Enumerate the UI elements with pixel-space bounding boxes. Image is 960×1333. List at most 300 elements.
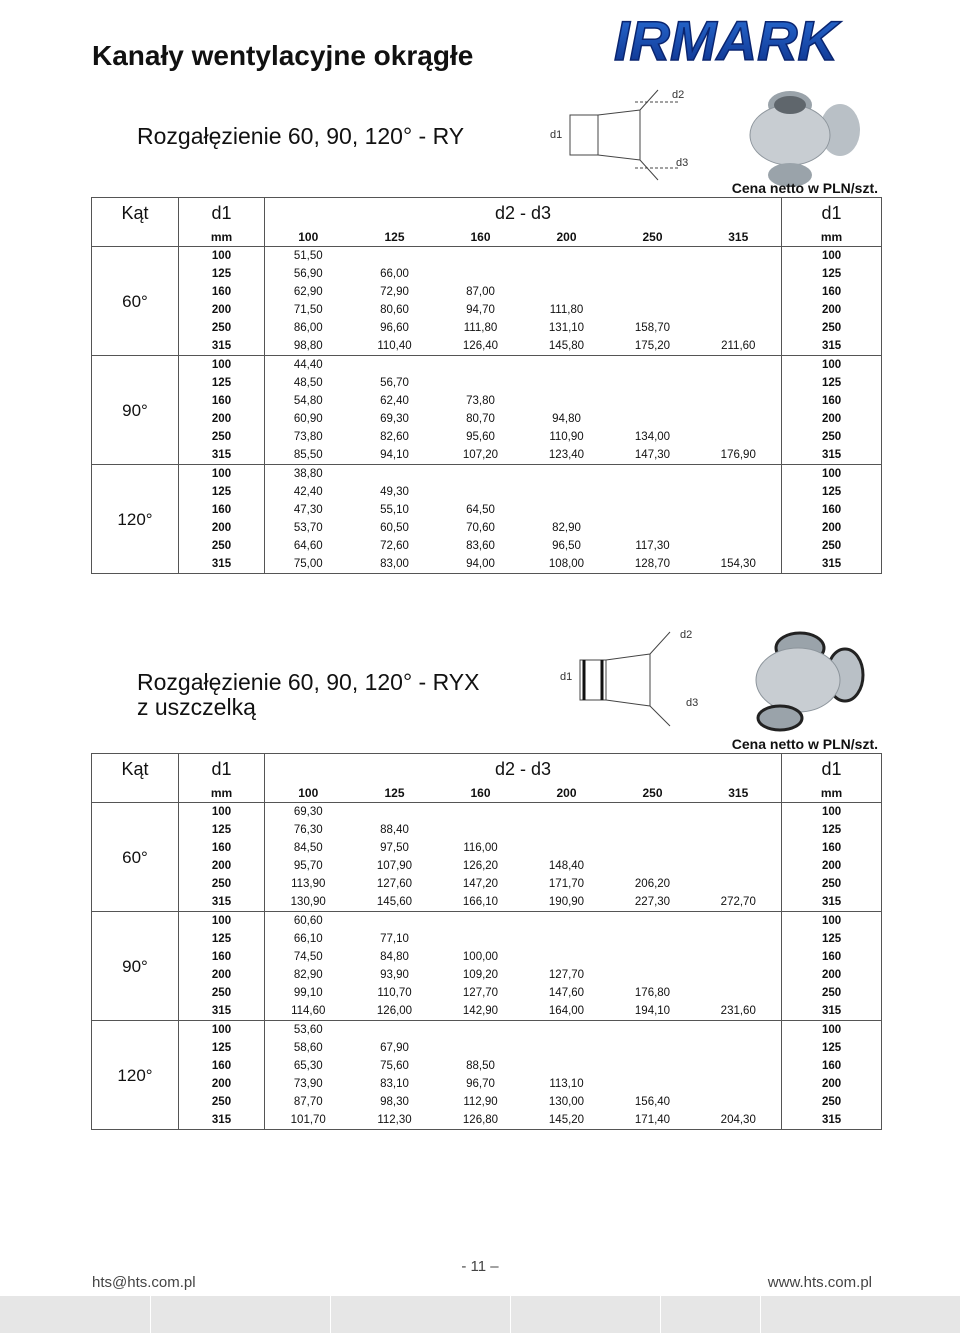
footer-band-segment [330,1296,511,1333]
price-cell: 227,30 [610,893,696,912]
table-row [92,446,882,465]
price-cell [438,356,524,375]
price-cell: 315 [179,1111,265,1130]
price-cell: 95,70 [293,859,323,872]
price-cell [438,483,524,501]
section2-title-line1: Rozgałęzienie 60, 90, 120° - RYX [137,669,480,695]
unit-header: 315 [696,228,782,247]
price-cell [524,930,610,948]
table-row [92,337,882,356]
price-cell [696,1093,782,1111]
price-cell: 65,30 [293,1059,323,1072]
page-title: Kanały wentylacyjne okrągłe [92,40,474,71]
price-cell: 100 [782,1021,882,1040]
price-cell: 126,80 [438,1111,524,1130]
price-cell: 250 [179,984,265,1002]
price-cell: 200 [782,857,882,875]
price-cell: 250 [782,1093,882,1111]
header-d1: d1 [179,754,265,785]
price-cell: 145,60 [352,893,438,912]
price-cell: 315 [782,893,882,912]
table-row [92,803,882,822]
footer-band-segment [510,1296,661,1333]
section2-price-table [91,753,882,1130]
price-cell: 60,90 [293,412,323,425]
price-cell: 100 [782,247,882,266]
price-cell: 76,30 [293,823,323,836]
price-cell: 160 [179,283,265,301]
unit-header: 125 [352,228,438,247]
price-cell: 110,40 [352,337,438,356]
price-cell: 100 [782,912,882,931]
price-cell [696,1021,782,1040]
price-cell: 83,60 [466,539,495,552]
table-row [92,392,882,410]
price-cell [696,265,782,283]
price-cell: 101,70 [265,1111,352,1130]
price-cell: 60,50 [380,521,409,534]
price-cell [610,1075,696,1093]
price-cell: 100 [782,803,882,822]
price-cell: 145,80 [524,337,610,356]
price-cell [438,374,524,392]
header-kat: Kąt [92,754,179,785]
price-cell: 171,40 [610,1111,696,1130]
price-cell: 96,60 [380,321,409,334]
price-cell [696,501,782,519]
price-cell [610,392,696,410]
unit-header: 160 [438,228,524,247]
price-cell: 80,70 [466,412,495,425]
price-cell: 250 [782,537,882,555]
price-cell: 100 [179,465,265,484]
ryx-product-diagram [540,620,880,735]
table-row [92,410,882,428]
price-cell: 108,00 [524,555,610,574]
price-cell: 160 [782,1057,882,1075]
price-cell: 272,70 [696,893,782,912]
price-cell: 127,70 [548,968,585,981]
price-cell [696,875,782,893]
table-row [92,465,882,484]
price-cell: 125 [179,821,265,839]
price-cell: 82,90 [293,968,323,981]
price-cell: 250 [782,319,882,337]
svg-text:IRMARK: IRMARK [614,10,838,70]
price-cell: 73,80 [466,394,495,407]
unit-header: 250 [610,228,696,247]
angle-cell: 120° [92,1021,179,1130]
table-row [92,555,882,574]
price-cell: 100 [179,356,265,375]
price-cell: 73,80 [293,430,323,443]
price-cell: 117,30 [635,539,670,552]
price-cell: 194,10 [610,1002,696,1021]
price-cell: 147,20 [462,877,499,890]
price-cell: 85,50 [265,446,352,465]
price-cell: 126,00 [352,1002,438,1021]
price-cell: 160 [179,392,265,410]
unit-header: 125 [352,784,438,803]
price-cell: 147,60 [548,986,585,999]
price-cell: 125 [179,483,265,501]
page-number: - 11 – [461,1258,499,1275]
price-cell: 160 [782,283,882,301]
unit-header: mm [179,228,265,247]
section2-title-line2: z uszczelką [137,694,256,720]
price-cell: 84,80 [380,950,409,963]
svg-text:d1: d1 [560,671,573,683]
price-cell: 69,30 [380,412,409,425]
price-cell: 113,10 [549,1077,584,1090]
price-cell: 100 [782,465,882,484]
price-cell: 160 [782,839,882,857]
price-cell [610,821,696,839]
price-cell [696,374,782,392]
price-cell: 94,00 [438,555,524,574]
table-row [92,893,882,912]
price-cell [352,247,438,266]
svg-text:d3: d3 [686,697,699,709]
price-cell: 56,70 [380,376,409,389]
price-cell: 47,30 [293,503,323,516]
price-cell: 60,60 [265,912,352,931]
angle-cell: 120° [92,465,179,574]
price-cell: 70,60 [466,521,495,534]
price-cell: 111,80 [463,321,498,334]
price-cell: 100 [179,912,265,931]
price-cell [696,930,782,948]
price-cell [696,984,782,1002]
price-cell: 125 [179,265,265,283]
price-cell: 62,90 [293,285,323,298]
price-cell [438,912,524,931]
price-cell: 200 [179,519,265,537]
price-cell: 110,90 [549,430,584,443]
price-cell [524,1021,610,1040]
price-cell: 160 [782,501,882,519]
price-cell [696,1057,782,1075]
price-cell: 84,50 [293,841,323,854]
price-cell: 145,20 [524,1111,610,1130]
footer-band-segment [0,1296,151,1333]
price-cell: 315 [782,1002,882,1021]
table-row [92,912,882,931]
price-cell [696,966,782,984]
price-cell: 250 [782,875,882,893]
price-cell [696,483,782,501]
price-cell [610,930,696,948]
section1-title: Rozgałęzienie 60, 90, 120° - RY [137,123,465,149]
price-cell: 200 [782,966,882,984]
price-cell: 148,40 [548,859,585,872]
section1-price-table [91,197,882,574]
price-cell [610,356,696,375]
price-cell: 100 [782,356,882,375]
table-row [92,283,882,301]
price-cell: 134,00 [634,430,671,443]
price-cell [524,265,610,283]
price-cell: 64,50 [466,503,495,516]
table-row [92,984,882,1002]
price-cell: 123,40 [524,446,610,465]
price-cell [610,483,696,501]
price-cell: 86,00 [293,321,323,334]
price-cell: 87,00 [466,285,495,298]
price-cell [696,428,782,446]
price-cell: 142,90 [438,1002,524,1021]
price-cell: 73,90 [293,1077,323,1090]
price-cell: 72,90 [380,285,409,298]
price-cell: 125 [179,930,265,948]
price-cell [524,356,610,375]
price-cell [696,247,782,266]
price-cell [610,283,696,301]
price-cell: 55,10 [380,503,409,516]
svg-text:d3: d3 [676,157,689,169]
price-cell: 250 [179,875,265,893]
price-cell [524,247,610,266]
table-row [92,247,882,266]
price-cell [610,803,696,822]
footer-email[interactable]: hts@hts.com.pl [92,1274,196,1291]
angle-cell: 60° [92,247,179,356]
price-cell: 125 [782,1039,882,1057]
price-cell: 315 [179,893,265,912]
price-cell: 75,00 [265,555,352,574]
price-cell: 82,90 [552,521,581,534]
table-row [92,356,882,375]
price-cell [696,857,782,875]
price-cell [696,410,782,428]
table-row [92,301,882,319]
price-cell: 315 [782,1111,882,1130]
price-cell: 315 [179,555,265,574]
price-cell [352,356,438,375]
price-cell: 125 [782,821,882,839]
price-cell: 99,10 [293,986,323,999]
angle-cell: 90° [92,356,179,465]
price-cell: 53,60 [265,1021,352,1040]
table-row [92,948,882,966]
price-cell: 126,20 [462,859,499,872]
price-cell: 125 [782,265,882,283]
price-cell [610,1057,696,1075]
price-cell: 160 [179,948,265,966]
price-cell: 250 [179,428,265,446]
price-cell: 49,30 [380,485,409,498]
price-cell: 109,20 [462,968,499,981]
svg-text:d2: d2 [680,629,693,641]
price-cell: 131,10 [548,321,585,334]
price-cell: 200 [782,1075,882,1093]
price-cell: 156,40 [634,1095,671,1108]
price-cell: 42,40 [293,485,323,498]
price-cell: 53,70 [293,521,323,534]
section2-price-note: Cena netto w PLN/szt. [731,736,878,752]
price-cell [438,247,524,266]
price-cell: 130,90 [265,893,352,912]
price-cell: 113,90 [291,877,326,890]
price-cell [610,301,696,319]
price-cell [696,803,782,822]
header-d2-d3: d2 - d3 [265,198,782,229]
price-cell [696,519,782,537]
price-cell: 250 [782,428,882,446]
price-cell: 125 [782,374,882,392]
price-cell: 315 [179,1002,265,1021]
unit-header: mm [782,228,882,247]
price-cell [352,465,438,484]
price-cell: 66,10 [293,932,323,945]
table-row [92,265,882,283]
price-cell: 160 [179,501,265,519]
footer-band-segment [660,1296,761,1333]
price-cell: 88,50 [466,1059,495,1072]
price-cell: 171,70 [548,877,585,890]
price-cell [438,1021,524,1040]
price-cell: 127,60 [376,877,413,890]
price-cell: 100 [179,1021,265,1040]
price-cell [524,374,610,392]
table-row [92,1057,882,1075]
table-row [92,519,882,537]
price-cell: 88,40 [380,823,409,836]
price-cell [524,1057,610,1075]
price-cell: 44,40 [265,356,352,375]
table-row [92,1021,882,1040]
price-cell [524,283,610,301]
price-cell: 211,60 [696,337,782,356]
table-row [92,428,882,446]
price-cell [438,1039,524,1057]
header-d1: d1 [179,198,265,229]
unit-header: 315 [696,784,782,803]
footer-website[interactable]: www.hts.com.pl [767,1274,872,1291]
price-cell: 125 [179,374,265,392]
price-cell [524,948,610,966]
price-cell: 97,50 [380,841,409,854]
price-cell [610,1021,696,1040]
price-cell [610,948,696,966]
table-row [92,374,882,392]
price-cell: 190,90 [524,893,610,912]
price-cell [352,1021,438,1040]
price-cell [610,519,696,537]
price-cell: 72,60 [380,539,409,552]
table-row [92,821,882,839]
price-cell [352,803,438,822]
price-cell: 315 [782,555,882,574]
price-cell: 107,90 [376,859,413,872]
header-blank [92,784,179,803]
price-cell [696,301,782,319]
unit-header: 160 [438,784,524,803]
unit-header: 250 [610,784,696,803]
price-cell: 82,60 [380,430,409,443]
price-cell: 56,90 [293,267,323,280]
price-cell: 71,50 [293,303,323,316]
price-cell [610,857,696,875]
price-cell: 112,90 [463,1095,498,1108]
price-cell: 200 [179,966,265,984]
angle-cell: 60° [92,803,179,912]
price-cell: 64,60 [293,539,323,552]
price-cell: 110,70 [377,986,412,999]
header-d1-right: d1 [782,198,882,229]
price-cell: 175,20 [610,337,696,356]
price-cell [610,966,696,984]
table-row [92,1039,882,1057]
price-cell: 200 [782,519,882,537]
price-cell [438,265,524,283]
price-cell: 80,60 [380,303,409,316]
price-cell [438,821,524,839]
price-cell: 38,80 [265,465,352,484]
price-cell: 48,50 [293,376,323,389]
price-cell: 75,60 [380,1059,409,1072]
price-cell [610,501,696,519]
price-cell [524,803,610,822]
price-cell: 160 [179,1057,265,1075]
table-row [92,1002,882,1021]
price-cell [696,465,782,484]
price-cell [524,483,610,501]
price-cell: 176,90 [696,446,782,465]
price-cell: 98,30 [380,1095,409,1108]
price-cell: 93,90 [380,968,409,981]
price-cell [438,465,524,484]
price-cell: 100 [179,247,265,266]
table-row [92,501,882,519]
unit-header: 100 [265,228,352,247]
price-cell [696,1039,782,1057]
price-cell: 166,10 [438,893,524,912]
price-cell: 204,30 [696,1111,782,1130]
price-cell: 54,80 [293,394,323,407]
price-cell: 164,00 [524,1002,610,1021]
price-cell: 315 [179,337,265,356]
price-cell: 112,30 [352,1111,438,1130]
price-cell [610,1039,696,1057]
table-row [92,1075,882,1093]
price-cell: 147,30 [610,446,696,465]
price-cell: 128,70 [610,555,696,574]
header-d2-d3: d2 - d3 [265,754,782,785]
price-cell: 74,50 [293,950,323,963]
price-cell: 158,70 [634,321,671,334]
price-cell [696,821,782,839]
header-kat: Kąt [92,198,179,229]
table-row [92,839,882,857]
price-cell: 125 [782,930,882,948]
price-cell: 250 [179,1093,265,1111]
price-cell: 200 [179,1075,265,1093]
angle-cell: 90° [92,912,179,1021]
price-cell: 154,30 [696,555,782,574]
unit-header: 200 [524,228,610,247]
price-cell [610,410,696,428]
price-cell [524,392,610,410]
section1-price-note: Cena netto w PLN/szt. [731,180,878,196]
price-cell: 96,70 [466,1077,495,1090]
price-cell: 231,60 [696,1002,782,1021]
price-cell [610,465,696,484]
price-cell: 62,40 [380,394,409,407]
price-cell: 69,30 [265,803,352,822]
price-cell [610,265,696,283]
price-cell: 160 [179,839,265,857]
